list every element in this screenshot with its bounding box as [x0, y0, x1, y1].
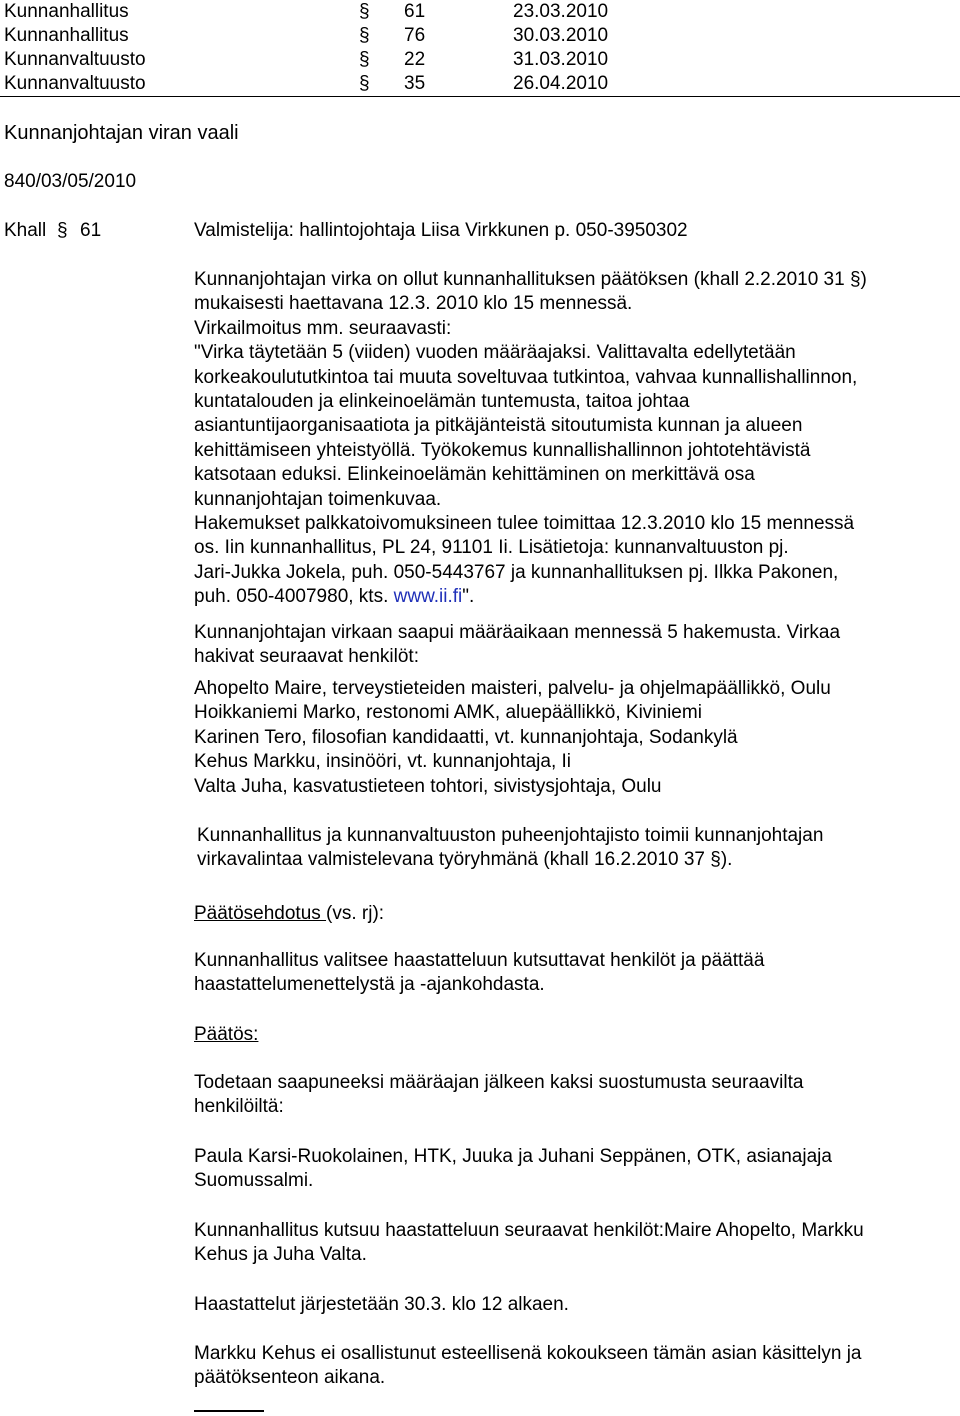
history-body: Kunnanhallitus	[4, 1, 129, 22]
proposal-label: Päätösehdotus	[194, 903, 327, 924]
text-line: asiantuntijaorganisaatiota ja pitkäjänteistä sitoutumista kunnan ja alueen	[194, 415, 803, 437]
text-line: Kehus ja Juha Valta.	[194, 1244, 367, 1266]
text-line: Todetaan saapuneeksi määräajan jälkeen kaksi suostumusta seuraavilta	[194, 1072, 804, 1093]
decision-paragraph	[194, 1145, 954, 1194]
decision-paragraph	[194, 1219, 954, 1268]
text-line: virkavalintaa valmistelevana työryhmänä (khall 16.2.2010 37 §).	[197, 849, 733, 871]
history-body: Kunnanhallitus	[4, 25, 129, 46]
proposal-heading	[194, 902, 384, 926]
announcement-paragraph	[194, 268, 954, 610]
applications-paragraph	[194, 621, 954, 670]
text-line: kehittämiseen yhteistyöllä. Työkokemus kunnallishallinnon johtotehtävistä	[194, 439, 811, 461]
history-date: 26.04.2010	[513, 73, 609, 94]
file-number: 840/03/05/2010	[4, 171, 137, 192]
text-line: Kunnanhallitus valitsee haastatteluun kutsuttavat henkilöt ja päättää	[194, 950, 765, 971]
history-number: 76	[404, 25, 426, 46]
working-group-paragraph	[197, 824, 957, 873]
text-line: Kunnanhallitus kutsuu haastatteluun seuraavat henkilöt:Maire Ahopelto, Markku	[194, 1220, 864, 1241]
decision-label: Päätös:	[194, 1024, 259, 1045]
text-line: Jari-Jukka Jokela, puh. 050-5443767 ja kunnanhallituksen pj. Ilkka Pakonen,	[194, 561, 839, 583]
meeting-number: 61	[80, 220, 102, 241]
history-row	[4, 48, 960, 72]
history-row	[4, 0, 960, 24]
website-link[interactable]: www.ii.fi	[393, 586, 463, 608]
preparer: Valmistelija: hallintojohtaja Liisa Virkkunen p. 050-3950302	[194, 220, 688, 241]
end-rule	[194, 1410, 264, 1412]
history-date: 23.03.2010	[513, 1, 609, 22]
section-sign: §	[359, 49, 370, 70]
text-line: kuntatalouden ja elinkeinoelämän tuntemusta, taitoa johtaa	[194, 391, 690, 413]
proposal-paragraph	[194, 949, 954, 998]
text-line: Kunnanhallitus ja kunnanvaltuuston puheenjohtajisto toimii kunnanjohtajan	[197, 825, 824, 846]
text-line: Markku Kehus ei osallistunut esteellisenä kokoukseen tämän asian käsittelyn ja	[194, 1343, 862, 1364]
list-item: Valta Juha, kasvatustieteen tohtori, sivistysjohtaja, Oulu	[194, 775, 662, 797]
list-item: Ahopelto Maire, terveystieteiden maisteri, palvelu- ja ohjelmapäällikkö, Oulu	[194, 678, 831, 699]
text-line: "Virka täytetään 5 (viiden) vuoden määräajaksi. Valittavalta edellytetään	[194, 342, 796, 364]
section-sign: §	[359, 25, 370, 46]
text-line: os. Iin kunnanhallitus, PL 24, 91101 Ii. Lisätietoja: kunnanvaltuuston pj.	[194, 537, 789, 559]
text-line: mukaisesti haettavana 12.3. 2010 klo 15 mennessä.	[194, 293, 633, 315]
history-body: Kunnanvaltuusto	[4, 73, 146, 94]
text-line: Kunnanjohtajan virka on ollut kunnanhallituksen päätöksen (khall 2.2.2010 31 §)	[194, 269, 867, 290]
text-line: Suomussalmi.	[194, 1170, 314, 1192]
document-title: Kunnanjohtajan viran vaali	[4, 122, 239, 144]
text-line: hakivat seuraavat henkilöt:	[194, 646, 419, 668]
text-line: kunnanjohtajan toimenkuvaa.	[194, 488, 442, 510]
text-line: Kunnanjohtajan virkaan saapui määräaikaan mennessä 5 hakemusta. Virkaa	[194, 622, 841, 643]
section-sign: §	[57, 220, 68, 241]
text-line: katsotaan eduksi. Elinkeinoelämän kehittäminen on merkittävä osa	[194, 464, 755, 486]
text-line: korkeakoulututkintoa tai muuta soveltuvaa tutkintoa, vahvaa kunnallishallinnon,	[194, 366, 858, 388]
list-item: Kehus Markku, insinööri, vt. kunnanjohtaja, Ii	[194, 751, 572, 773]
history-row	[4, 72, 960, 96]
decision-paragraph	[194, 1071, 954, 1120]
history-date: 30.03.2010	[513, 25, 609, 46]
history-body: Kunnanvaltuusto	[4, 49, 146, 70]
text-line: Haastattelut järjestetään 30.3. klo 12 alkaen.	[194, 1294, 569, 1315]
meeting-label: Khall	[4, 220, 47, 241]
text-line: Paula Karsi-Ruokolainen, HTK, Juuka ja Juhani Seppänen, OTK, asianajaja	[194, 1146, 832, 1167]
history-row	[4, 24, 960, 48]
text-line: päätöksenteon aikana.	[194, 1367, 386, 1389]
proposal-suffix: (vs. rj):	[326, 903, 385, 924]
history-date: 31.03.2010	[513, 49, 609, 70]
section-sign: §	[359, 1, 370, 22]
history-number: 22	[404, 49, 426, 70]
header-divider	[0, 96, 960, 97]
history-number: 61	[404, 1, 426, 22]
text-segment: ".	[462, 586, 475, 608]
applicant-list	[194, 677, 954, 799]
text-line: henkilöiltä:	[194, 1096, 284, 1118]
decision-paragraph	[194, 1293, 954, 1317]
list-item: Hoikkaniemi Marko, restonomi AMK, aluepäällikkö, Kiviniemi	[194, 702, 702, 724]
list-item: Karinen Tero, filosofian kandidaatti, vt. kunnanjohtaja, Sodankylä	[194, 726, 738, 748]
text-segment: puh. 050-4007980, kts.	[194, 586, 394, 608]
section-sign: §	[359, 73, 370, 94]
text-line: haastattelumenettelystä ja -ajankohdasta.	[194, 974, 545, 996]
history-number: 35	[404, 73, 426, 94]
text-line	[194, 585, 954, 609]
decision-paragraph	[194, 1342, 954, 1391]
text-line: Hakemukset palkkatoivomuksineen tulee toimittaa 12.3.2010 klo 15 mennessä	[194, 513, 855, 535]
text-line: Virkailmoitus mm. seuraavasti:	[194, 317, 452, 339]
